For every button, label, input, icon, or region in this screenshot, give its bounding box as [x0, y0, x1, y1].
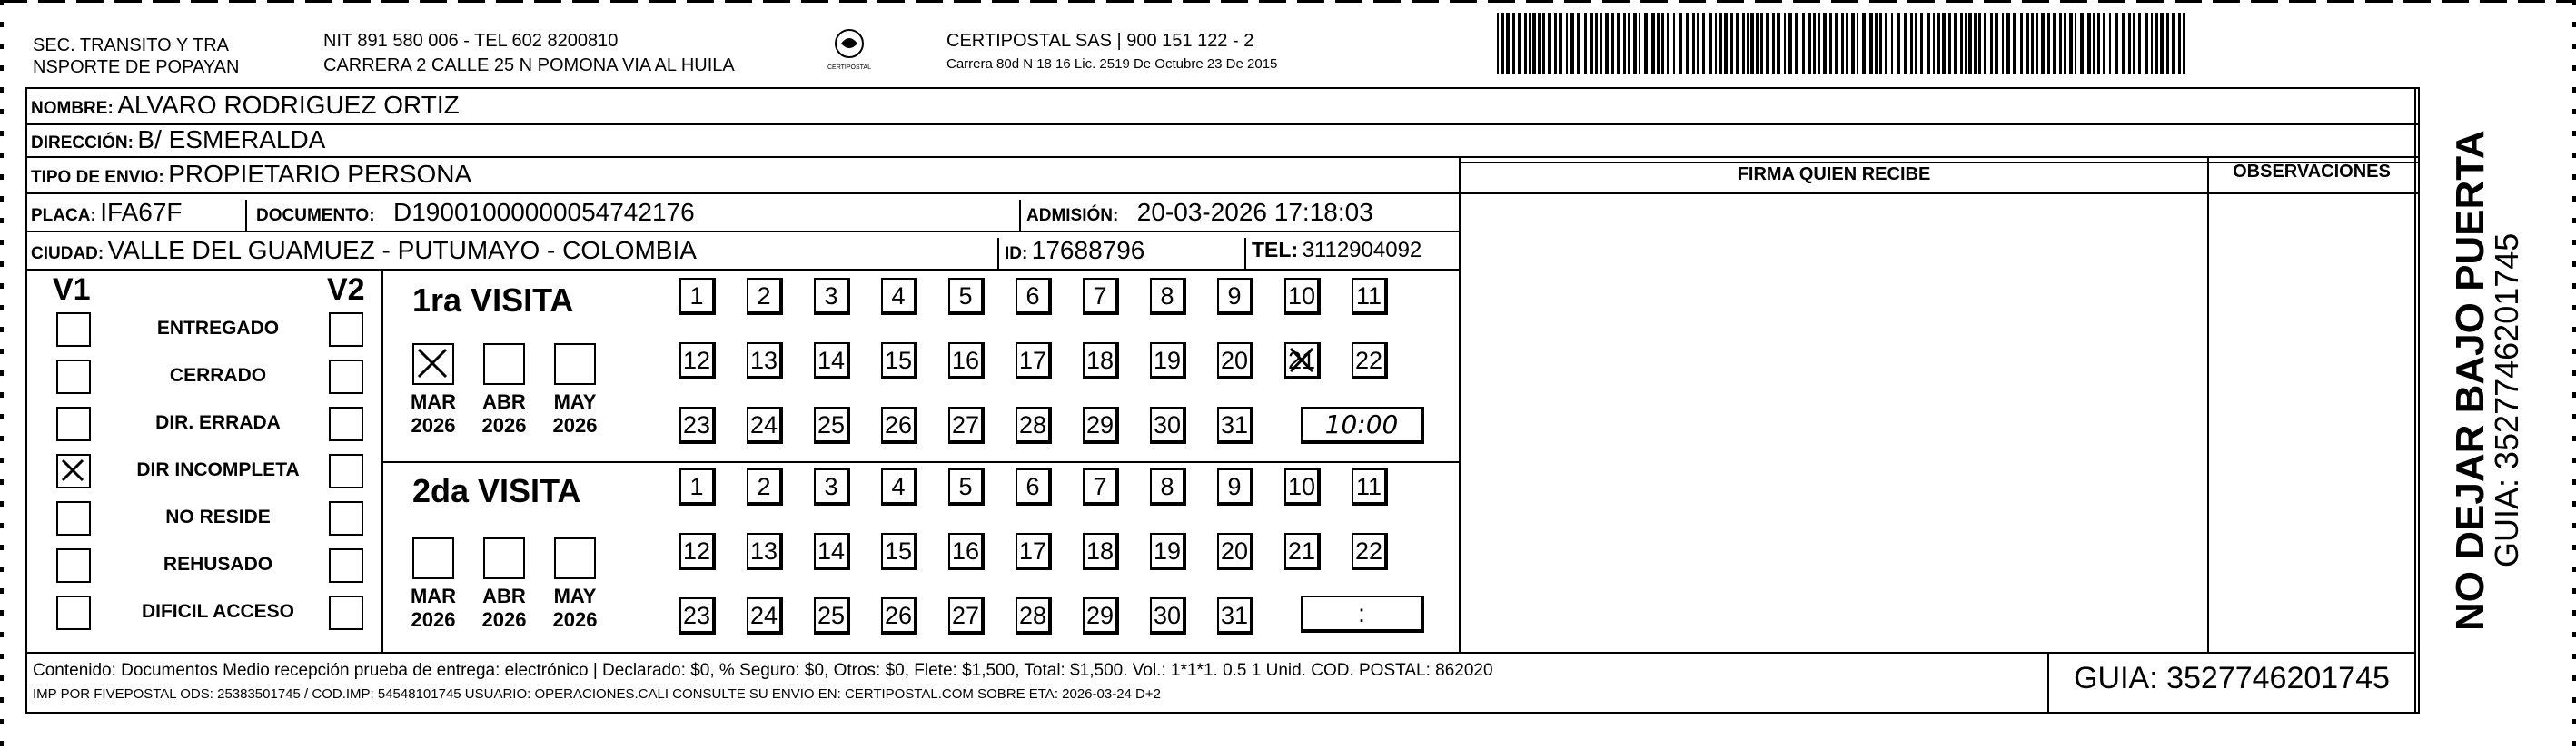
tel-label: TEL: [1252, 238, 1299, 261]
day-box[interactable]: 30 [1150, 407, 1186, 444]
month-year: 2026 [411, 608, 456, 631]
id-value: 17688796 [1031, 236, 1145, 264]
barcode-bar [2047, 13, 2050, 74]
day-box[interactable]: 28 [1016, 597, 1052, 635]
day-box[interactable]: 31 [1217, 597, 1253, 635]
barcode-bar [2080, 13, 2084, 74]
plate-label: PLACA: [31, 206, 96, 225]
barcode-bar [1512, 13, 1515, 74]
barcode-bar [2041, 13, 2045, 74]
barcode-bar [1600, 13, 1602, 74]
carrier-line-1: CERTIPOSTAL SAS | 900 151 122 - 2 [946, 31, 1254, 51]
barcode-bar [1885, 13, 1887, 74]
barcode-bar [1756, 13, 1759, 74]
month-name: MAY [553, 585, 597, 607]
barcode-bar [1566, 13, 1568, 74]
barcode-bar [2087, 13, 2091, 74]
name-value: ALVARO RODRIGUEZ ORTIZ [117, 91, 460, 119]
month-name: ABR [482, 585, 526, 607]
barcode-bar [1584, 13, 1587, 74]
day-box[interactable]: 17 [1016, 342, 1052, 379]
carrier-line-2: Carrera 80d N 18 16 Lic. 2519 De Octubre 23 De 2015 [946, 56, 1278, 72]
v2-header: V2 [327, 272, 365, 307]
month-checkbox[interactable] [483, 343, 525, 385]
day-box[interactable]: 24 [747, 597, 783, 635]
barcode-bar [1747, 13, 1749, 74]
signature-header: FIRMA QUIEN RECIBE [1737, 164, 1931, 184]
barcode-bar [2013, 13, 2016, 74]
address-label: DIRECCIÓN: [31, 133, 134, 153]
day-box[interactable]: 13 [747, 342, 783, 379]
status-v2-checkbox[interactable] [329, 407, 363, 441]
barcode-bar [1506, 13, 1510, 74]
day-box[interactable]: 11 [1352, 468, 1388, 506]
month-checkbox[interactable] [483, 537, 525, 579]
barcode-bar [2166, 13, 2169, 74]
month-name: MAY [553, 390, 597, 413]
barcode-bar [2183, 13, 2185, 74]
barcode-bar [1590, 13, 1593, 74]
barcode-bar [2031, 13, 2034, 74]
barcode-bar [1978, 13, 1981, 74]
barcode-bar [1862, 13, 1866, 74]
barcode-bar [2103, 13, 2105, 74]
observations-header: OBSERVACIONES [2233, 162, 2391, 182]
day-box[interactable]: 4 [881, 278, 917, 315]
day-box[interactable]: 29 [1083, 407, 1119, 444]
day-box[interactable]: 29 [1083, 597, 1119, 635]
barcode-bar [1808, 13, 1811, 74]
day-box[interactable]: 9 [1217, 468, 1253, 506]
day-box[interactable]: 18 [1083, 533, 1119, 570]
barcode-bar [1851, 13, 1855, 74]
name-row [31, 91, 460, 120]
barcode-bar [1829, 13, 1832, 74]
day-box[interactable]: 9 [1217, 278, 1253, 315]
sender-line-2: NSPORTE DE POPAYAN [33, 57, 240, 77]
status-label: REHUSADO [163, 554, 273, 575]
status-label: NO RESIDE [165, 507, 271, 527]
barcode-bar [1857, 13, 1858, 74]
barcode-bar [1570, 13, 1574, 74]
barcode-bar [1760, 13, 1763, 74]
barcode-bar [1692, 13, 1695, 74]
document-value: D19001000000054742176 [393, 198, 695, 226]
day-box[interactable]: 6 [1016, 468, 1052, 506]
barcode-bar [2178, 13, 2181, 74]
day-box[interactable]: 16 [948, 342, 985, 379]
barcode-bar [2151, 13, 2153, 74]
barcode-bar [1605, 13, 1609, 74]
barcode-bar [1611, 13, 1614, 74]
barcode-bar [1968, 13, 1972, 74]
barcode-bar [1709, 13, 1712, 74]
day-box[interactable]: 21 [1284, 533, 1321, 570]
status-v2-checkbox[interactable] [329, 596, 363, 630]
barcode-bar [1639, 13, 1640, 74]
day-box[interactable]: 6 [1016, 278, 1052, 315]
barcode-bar [1915, 13, 1917, 74]
month-name: ABR [482, 390, 526, 413]
barcode-bar [1990, 13, 1993, 74]
visit1-title: 1ra VISITA [412, 281, 574, 319]
barcode-bar [2145, 13, 2148, 74]
barcode-bar [2160, 13, 2164, 74]
day-box[interactable]: 12 [679, 533, 716, 570]
barcode-bar [1702, 13, 1705, 74]
sender-address: CARRERA 2 CALLE 25 N POMONA VIA AL HUILA [323, 55, 735, 75]
barcode-bar [1644, 13, 1648, 74]
day-box[interactable]: 8 [1150, 278, 1186, 315]
check-mark-icon [58, 456, 89, 487]
document-row [256, 198, 695, 227]
day-box[interactable]: 17 [1016, 533, 1052, 570]
barcode-bar [2064, 13, 2066, 74]
month-checkbox[interactable] [554, 343, 596, 385]
status-v1-checkbox[interactable] [56, 360, 91, 394]
barcode-bar [1542, 13, 1545, 74]
day-box[interactable]: 16 [948, 533, 985, 570]
month-year: 2026 [411, 414, 456, 437]
month-checkbox[interactable] [554, 537, 596, 579]
month-year: 2026 [481, 608, 527, 631]
city-label: CIUDAD: [31, 244, 104, 263]
month-checkbox[interactable] [412, 343, 454, 385]
barcode-bar [2002, 13, 2004, 74]
day-box[interactable]: 13 [747, 533, 783, 570]
barcode-bar [1875, 13, 1878, 74]
barcode-bar [2133, 13, 2135, 74]
day-box[interactable]: 28 [1016, 407, 1052, 444]
top-edge-dashes [0, 0, 2576, 3]
barcode-bar [1617, 13, 1620, 74]
footer-imp: IMP POR FIVEPOSTAL ODS: 25383501745 / COD.IMP: 54548101745 USUARIO: OPERACIONES.CALI CONSULTE SU ENVIO EN: CERTIPOSTAL.COM SOBRE ETA: 2026-03-24 D+2 [33, 686, 1161, 702]
day-box[interactable]: 3 [814, 468, 850, 506]
barcode-bar [1869, 13, 1873, 74]
day-box[interactable]: 20 [1217, 342, 1253, 379]
side-warning: NO DEJAR BAJO PUERTA [2448, 130, 2492, 631]
barcode-bar [2109, 13, 2111, 74]
day-box[interactable]: 19 [1150, 533, 1186, 570]
right-edge-dashes [2572, 0, 2576, 749]
plate-row [31, 198, 183, 227]
day-box[interactable]: 1 [679, 278, 716, 315]
id-row [1005, 236, 1144, 265]
barcode-bar [1772, 13, 1775, 74]
send-type-value: PROPIETARIO PERSONA [168, 160, 472, 188]
day-box[interactable]: 7 [1083, 278, 1119, 315]
day-box[interactable]: 3 [814, 278, 850, 315]
barcode-bar [1532, 13, 1536, 74]
barcode-bar [1937, 13, 1940, 74]
barcode-bar [2075, 13, 2076, 74]
barcode-bar [1933, 13, 1935, 74]
send-type-row [31, 160, 471, 189]
barcode-bar [1802, 13, 1805, 74]
barcode-bar [1559, 13, 1562, 74]
barcode-bar [1927, 13, 1930, 74]
barcode-bar [1697, 13, 1699, 74]
city-row [31, 236, 697, 265]
visit2-time[interactable]: : [1301, 596, 1424, 633]
barcode-bar [1795, 13, 1798, 74]
day-box[interactable]: 2 [747, 468, 783, 506]
visit1-time[interactable]: 10:00 [1301, 407, 1424, 444]
barcode-bar [1788, 13, 1792, 74]
day-box[interactable]: 12 [679, 342, 716, 379]
month-name: MAR [410, 390, 457, 413]
barcode-bar [1651, 13, 1655, 74]
footer-content: Contenido: Documentos Medio recepción prueba de entrega: electrónico | Declarado: $0, % Seguro: $0, Otros: $0, Flete: $1,500, Total: $1,500. Vol.: 1*1*1. 0.5 1 Unid. COD. POSTAL: 862020 [33, 661, 1493, 680]
day-box[interactable]: 23 [679, 407, 716, 444]
day-box[interactable]: 14 [814, 533, 850, 570]
barcode-bar [1730, 13, 1733, 74]
day-box[interactable]: 25 [814, 597, 850, 635]
status-label: CERRADO [169, 365, 267, 386]
day-box[interactable]: 7 [1083, 468, 1119, 506]
admission-value: 20-03-2026 17:18:03 [1136, 198, 1373, 226]
barcode-bar [1846, 13, 1848, 74]
day-box[interactable]: 25 [814, 407, 850, 444]
barcode-bar [1954, 13, 1957, 74]
barcode-bar [2069, 13, 2073, 74]
check-mark-icon [1286, 344, 1319, 378]
barcode-bar [1948, 13, 1951, 74]
barcode-bar [1750, 13, 1754, 74]
status-label: DIR INCOMPLETA [136, 459, 300, 480]
status-v1-checkbox[interactable] [56, 548, 91, 583]
status-v2-checkbox[interactable] [329, 548, 363, 583]
tel-value: 3112904092 [1302, 238, 1422, 262]
day-box[interactable]: 5 [948, 468, 985, 506]
day-box[interactable]: 26 [881, 407, 917, 444]
barcode [1497, 13, 2187, 74]
day-box[interactable]: 24 [747, 407, 783, 444]
left-edge-dashes [0, 0, 4, 749]
barcode-bar [2036, 13, 2038, 74]
day-box[interactable]: 20 [1217, 533, 1253, 570]
barcode-bar [1960, 13, 1963, 74]
tel-row [1252, 238, 1422, 263]
barcode-bar [1784, 13, 1786, 74]
barcode-bar [2122, 13, 2125, 74]
barcode-bar [1623, 13, 1626, 74]
day-box[interactable]: 1 [679, 468, 716, 506]
barcode-bar [1628, 13, 1630, 74]
day-box[interactable]: 27 [948, 407, 985, 444]
month-year: 2026 [552, 608, 598, 631]
barcode-bar [1823, 13, 1827, 74]
status-v1-checkbox[interactable] [56, 454, 91, 488]
day-box[interactable]: 15 [881, 533, 917, 570]
status-label: DIR. ERRADA [155, 412, 281, 433]
day-box[interactable]: 22 [1352, 342, 1388, 379]
barcode-bar [2026, 13, 2029, 74]
barcode-bar [2155, 13, 2158, 74]
status-v2-checkbox[interactable] [329, 501, 363, 536]
status-v2-checkbox[interactable] [329, 360, 363, 394]
barcode-bar [1910, 13, 1913, 74]
barcode-bar [2006, 13, 2010, 74]
day-box[interactable]: 27 [948, 597, 985, 635]
barcode-bar [2059, 13, 2062, 74]
barcode-bar [1835, 13, 1838, 74]
day-box[interactable]: 18 [1083, 342, 1119, 379]
barcode-bar [2093, 13, 2095, 74]
barcode-bar [1974, 13, 1977, 74]
side-guide: GUIA: 3527746201745 [2488, 232, 2525, 567]
barcode-bar [1777, 13, 1780, 74]
barcode-bar [1548, 13, 1551, 74]
barcode-bar [1715, 13, 1717, 74]
check-mark-icon [414, 345, 452, 383]
barcode-bar [1736, 13, 1739, 74]
barcode-bar [1965, 13, 1967, 74]
barcode-bar [1742, 13, 1745, 74]
send-type-label: TIPO DE ENVIO: [31, 168, 164, 187]
name-label: NOMBRE: [31, 99, 114, 118]
month-year: 2026 [481, 414, 527, 437]
status-v1-checkbox[interactable] [56, 596, 91, 630]
plate-value: IFA67F [100, 198, 183, 226]
barcode-bar [1920, 13, 1923, 74]
barcode-bar [2020, 13, 2023, 74]
logo-text: CERTIPOSTAL [827, 64, 871, 71]
status-label: ENTREGADO [156, 318, 280, 339]
month-year: 2026 [552, 414, 598, 437]
day-box[interactable]: 26 [881, 597, 917, 635]
status-label: DIFICIL ACCESO [141, 601, 294, 622]
day-box[interactable]: 14 [814, 342, 850, 379]
barcode-bar [1841, 13, 1844, 74]
day-box[interactable]: 5 [948, 278, 985, 315]
day-box[interactable]: 19 [1150, 342, 1186, 379]
barcode-bar [2097, 13, 2100, 74]
barcode-bar [2053, 13, 2056, 74]
barcode-bar [1686, 13, 1689, 74]
barcode-bar [1984, 13, 1986, 74]
visit2-title: 2da VISITA [412, 472, 581, 509]
barcode-bar [1904, 13, 1907, 74]
day-box[interactable]: 4 [881, 468, 917, 506]
day-box[interactable]: 2 [747, 278, 783, 315]
barcode-bar [1633, 13, 1637, 74]
sender-nit: NIT 891 580 006 - TEL 602 8200810 [323, 31, 619, 51]
barcode-bar [1879, 13, 1882, 74]
day-box[interactable]: 21 [1284, 342, 1321, 379]
barcode-bar [1719, 13, 1722, 74]
barcode-bar [2138, 13, 2141, 74]
admission-row [1026, 198, 1373, 227]
month-name: MAR [410, 585, 457, 607]
barcode-bar [1897, 13, 1900, 74]
status-v2-checkbox[interactable] [329, 312, 363, 347]
document-label: DOCUMENTO: [256, 206, 375, 225]
barcode-bar [1942, 13, 1946, 74]
address-row [31, 125, 325, 154]
day-box[interactable]: 23 [679, 597, 716, 635]
footer-guide: GUIA: 3527746201745 [2074, 661, 2390, 695]
barcode-bar [1673, 13, 1675, 74]
id-label: ID: [1005, 244, 1028, 263]
barcode-bar [1554, 13, 1557, 74]
barcode-bar [1679, 13, 1682, 74]
certipostal-logo [817, 25, 881, 80]
status-v1-checkbox[interactable] [56, 501, 91, 536]
barcode-bar [1724, 13, 1728, 74]
barcode-bar [1657, 13, 1660, 74]
day-box[interactable]: 10 [1284, 468, 1321, 506]
day-box[interactable]: 31 [1217, 407, 1253, 444]
barcode-bar [1524, 13, 1527, 74]
city-value: VALLE DEL GUAMUEZ - PUTUMAYO - COLOMBIA [107, 236, 697, 264]
barcode-bar [1595, 13, 1598, 74]
barcode-bar [1501, 13, 1504, 74]
barcode-bar [2128, 13, 2131, 74]
barcode-bar [2115, 13, 2118, 74]
barcode-bar [1995, 13, 1998, 74]
status-v2-checkbox[interactable] [329, 454, 363, 488]
barcode-bar [2172, 13, 2175, 74]
day-box[interactable]: 10 [1284, 278, 1321, 315]
day-box[interactable]: 8 [1150, 468, 1186, 506]
barcode-bar [1661, 13, 1664, 74]
status-v1-checkbox[interactable] [56, 407, 91, 441]
sender-line-1: SEC. TRANSITO Y TRA [33, 35, 229, 55]
day-box[interactable]: 15 [881, 342, 917, 379]
barcode-bar [1497, 13, 1499, 74]
day-box[interactable]: 30 [1150, 597, 1186, 635]
barcode-bar [1529, 13, 1531, 74]
admission-label: ADMISIÓN: [1026, 206, 1119, 225]
barcode-bar [1577, 13, 1580, 74]
day-box[interactable]: 22 [1352, 533, 1388, 570]
status-v1-checkbox[interactable] [56, 312, 91, 347]
barcode-bar [1813, 13, 1816, 74]
barcode-bar [1667, 13, 1669, 74]
address-value: B/ ESMERALDA [137, 125, 326, 153]
barcode-bar [1518, 13, 1521, 74]
month-checkbox[interactable] [412, 537, 454, 579]
barcode-bar [1891, 13, 1893, 74]
barcode-bar [1818, 13, 1820, 74]
v1-header: V1 [53, 272, 91, 307]
barcode-bar [1766, 13, 1769, 74]
barcode-bar [1538, 13, 1541, 74]
day-box[interactable]: 11 [1352, 278, 1388, 315]
